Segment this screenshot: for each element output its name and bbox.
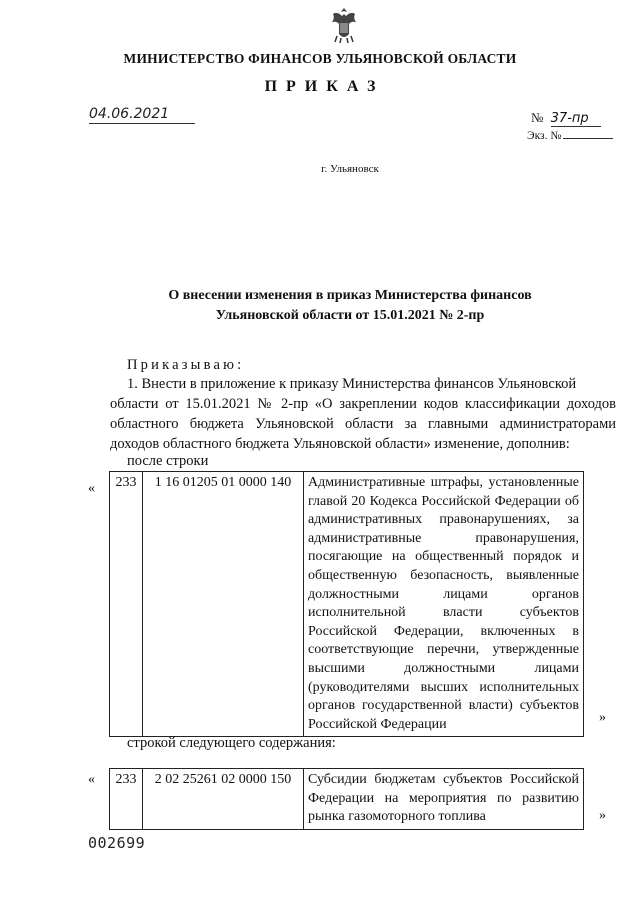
description-cell: Административные штрафы, установленные главой 20 Кодекса Российской Федерации об административных правонарушениях, за административные правонарушения, посягающие на общественный порядок и общественную безопасность, выявленные должностными лицами органов исполнительной власти субъектов Российской Федерации, включенных в соответствующие перечни, утвержденные высшими должностными лицами (руководителями высших исполнительных органов государственной власти) субъектов Российской Федерации	[304, 472, 584, 737]
copy-number-blank	[563, 138, 613, 139]
admin-code-cell: 233	[110, 472, 143, 737]
table-old-row	[109, 471, 584, 737]
number-label: №	[531, 110, 544, 125]
title-line-2: Ульяновской области от 15.01.2021 № 2-пр	[215, 308, 485, 323]
table2-close-quote: »	[599, 808, 606, 823]
table-new-row	[109, 768, 584, 830]
paragraph-first-line: 1. Внести в приложение к приказу Министерства финансов Ульяновской	[127, 376, 577, 392]
title-line-1: О внесении изменения в приказ Министерства финансов	[168, 288, 532, 303]
description-cell: Субсидии бюджетам субъектов Российской Федерации на мероприятия по развитию рынка газомоторного топлива	[304, 769, 584, 830]
after-row-label: после строки	[127, 453, 209, 469]
ministry-name: МИНИСТЕРСТВО ФИНАНСОВ УЛЬЯНОВСКОЙ ОБЛАСТИ	[123, 51, 517, 66]
coat-of-arms-icon	[329, 6, 359, 44]
order-paragraph	[110, 374, 616, 454]
paragraph-rest: области от 15.01.2021 № 2-пр «О закреплении кодов классификации доходов областного бюджета Ульяновской области за главными администраторами доходов областного бюджета Ульяновской области» изменение, дополнив:	[110, 396, 616, 452]
copy-number-row	[527, 130, 613, 142]
document-title	[100, 286, 600, 326]
document-type: ПРИКАЗ	[264, 78, 385, 95]
new-row-label: строкой следующего содержания:	[127, 735, 336, 751]
document-number-row	[531, 110, 601, 127]
table1-open-quote: «	[88, 481, 95, 496]
order-word: Приказываю:	[127, 357, 245, 373]
document-date: 04.06.2021	[89, 106, 195, 124]
budget-code-cell: 1 16 01205 01 0000 140	[143, 472, 304, 737]
city: г. Ульяновск	[321, 163, 379, 175]
table-row	[110, 472, 584, 737]
copy-label: Экз. №	[527, 130, 562, 142]
table-row	[110, 769, 584, 830]
document-number: 37-пр	[551, 111, 601, 127]
admin-code-cell: 233	[110, 769, 143, 830]
budget-code-cell: 2 02 25261 02 0000 150	[143, 769, 304, 830]
document-barcode-number: 002699	[88, 834, 146, 852]
table1-close-quote: »	[599, 710, 606, 725]
table2-open-quote: «	[88, 772, 95, 787]
